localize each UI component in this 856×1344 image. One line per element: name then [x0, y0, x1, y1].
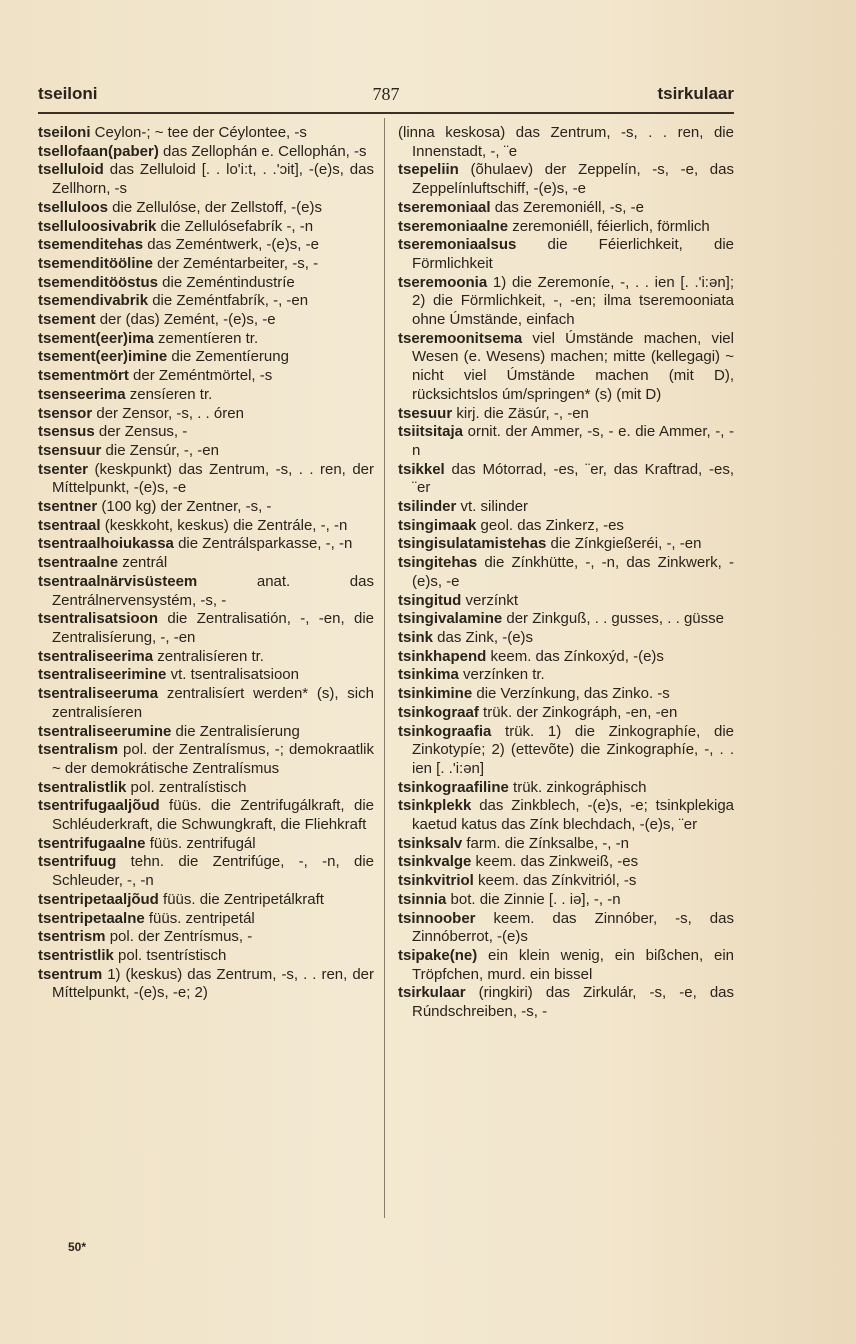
entry-headword: tseiloni [38, 124, 91, 141]
entry-definition: zementíeren tr. [153, 329, 259, 347]
dictionary-entry [398, 517, 734, 536]
entry-headword: tsingimaak [398, 516, 477, 534]
dictionary-entry [398, 797, 734, 834]
left-column [38, 124, 374, 1003]
entry-headword: tsement(eer)ima [38, 329, 154, 347]
dictionary-entry [398, 910, 734, 947]
dictionary-entry [38, 779, 374, 798]
dictionary-entry [398, 498, 734, 517]
entry-headword: tsentraal [38, 516, 101, 534]
entry-definition: zentralisíert werden* (s), sich zentralisíeren [52, 685, 374, 721]
dictionary-entry [38, 891, 374, 910]
entry-headword: tsepeliin [398, 161, 459, 179]
entry-definition: keem. das Zinnóber, -s, das Zinnóberrot, -(e)s [412, 909, 734, 946]
entry-headword: tsentraliseeruma [38, 685, 159, 703]
entry-headword: tseremoniaal [398, 198, 491, 216]
entry-definition: der Zensor, -s, . . óren [92, 404, 244, 422]
entry-definition: die Zellulóse, der Zellstoff, -(e)s [108, 198, 322, 216]
header-rule [38, 112, 734, 114]
entry-definition: (keskpunkt) das Zentrum, -s, . . ren, der Míttelpunkt, -(e)s, -e [52, 460, 374, 497]
entry-headword: tsesuur [398, 404, 453, 422]
entry-headword: tsentrifugaalne [38, 834, 146, 852]
entry-definition: keem. das Zínkvitriól, -s [473, 872, 637, 890]
entry-headword: tsiitsitaja [398, 423, 464, 441]
entry-definition: die Verzínkung, das Zinko. -s [472, 685, 670, 703]
entry-headword: tselluloid [38, 161, 104, 179]
entry-headword: tsentrifugaaljõud [38, 797, 160, 815]
entry-headword: tsemenditööstus [38, 273, 159, 291]
dictionary-entry [38, 535, 374, 554]
dictionary-entry [398, 629, 734, 648]
entry-headword: tsentraliseerumine [38, 722, 172, 740]
dictionary-entry [38, 966, 374, 1003]
dictionary-entry [398, 685, 734, 704]
entry-definition: trük. zinkográphisch [508, 778, 647, 796]
printer-signature: 50* [68, 1240, 87, 1254]
entry-definition: die Zentralisíerung [171, 722, 300, 740]
dictionary-entry [38, 348, 374, 367]
entry-definition: pol. zentralístisch [126, 778, 247, 796]
entry-definition: pol. der Zentralísmus, -; demokraatlik ~ der demokrátische Zentralísmus [52, 741, 374, 777]
dictionary-entry [398, 872, 734, 891]
entry-headword: tsentralistlik [38, 778, 127, 796]
entry-headword: tsinkima [398, 666, 459, 684]
dictionary-entry [38, 199, 374, 218]
entry-definition: (ringkiri) das Zirkulár, -s, -e, das Rúndschreiben, -s, - [412, 984, 734, 1021]
entry-headword: tsinkograaf [398, 703, 479, 721]
entry-headword: tsentraalhoiukassa [38, 535, 174, 553]
entry-definition: füüs. die Zentrifugálkraft, die Schléuderkraft, die Schwungkraft, die Fliehkraft [52, 797, 374, 834]
guide-word-left: tseiloni [38, 84, 98, 103]
entry-definition: (linna keskosa) das Zentrum, -s, . . ren, die Innenstadt, -, ¨e [398, 124, 734, 160]
right-column [398, 124, 734, 1022]
dictionary-entry [38, 741, 374, 778]
dictionary-entry [398, 891, 734, 910]
entry-definition: die Zentralisatión, -, -en, die Zentralisíerung, -, -en [52, 610, 374, 646]
entry-definition: die Zementíerung [167, 348, 289, 366]
entry-headword: tsingivalamine [398, 610, 503, 628]
entry-definition: 1) (keskus) das Zentrum, -s, . . ren, der Míttelpunkt, -(e)s, -e; 2) [52, 965, 374, 1002]
dictionary-entry [398, 461, 734, 498]
dictionary-entry [38, 797, 374, 834]
entry-definition: 1) die Zeremoníe, -, . . ien [. .'i:ən]; 2) die Förmlichkeit, -, -en; ilma tseremooniata ohne Úmstände, einfach [412, 273, 734, 329]
dictionary-entry [398, 330, 734, 405]
entry-headword: tsellofaan(paber) [38, 142, 159, 160]
entry-definition: geol. das Zinkerz, -es [476, 516, 624, 534]
entry-headword: tsentner [38, 498, 98, 516]
dictionary-entry [38, 311, 374, 330]
entry-headword: tsentrum [38, 965, 103, 983]
page-number: 787 [372, 84, 400, 104]
entry-headword: tsemenditööline [38, 254, 154, 272]
entry-definition: das Zeremoniéll, -s, -e [490, 198, 644, 216]
dictionary-entry [398, 984, 734, 1021]
guide-word-right: tsirkulaar [657, 84, 734, 103]
dictionary-entry [398, 648, 734, 667]
entry-headword: tsensus [38, 423, 95, 441]
dictionary-entry [398, 853, 734, 872]
entry-headword: tsingitehas [398, 554, 478, 572]
entry-headword: tsenter [38, 460, 89, 478]
entry-headword: tsement [38, 311, 96, 329]
entry-definition: die Zentrálsparkasse, -, -n [173, 535, 353, 553]
entry-definition: das Zelluloid [. . lo'i:t, . .'ɔit], -(e)s, das Zellhorn, -s [52, 161, 374, 198]
entry-definition: pol. tsentrístisch [113, 946, 227, 964]
page-header [38, 84, 734, 108]
entry-definition: zeremoniéll, féierlich, förmlich [508, 217, 710, 235]
dictionary-entry [398, 236, 734, 273]
dictionary-entry [398, 779, 734, 798]
entry-definition: füüs. die Zentripetálkraft [158, 890, 324, 908]
entry-definition: ein klein wenig, ein bißchen, ein Tröpfchen, murd. ein bissel [412, 946, 734, 983]
entry-headword: tsirkulaar [398, 984, 466, 1002]
dictionary-entry [38, 835, 374, 854]
entry-definition: das Zinkblech, -(e)s, -e; tsinkplekiga kaetud katus das Zínk blechdach, -(e)s, ¨er [412, 797, 734, 834]
entry-headword: tselluloos [38, 198, 109, 216]
entry-definition: das Zeméntwerk, -(e)s, -e [143, 236, 319, 254]
entry-definition: füüs. zentripetál [144, 909, 255, 927]
entry-definition: der Zinkguß, . . gusses, . . güsse [502, 610, 724, 628]
dictionary-entry [398, 423, 734, 460]
entry-definition: verzínkt [461, 591, 519, 609]
entry-headword: tsensuur [38, 441, 102, 459]
entry-definition: das Mótorrad, -es, ¨er, das Kraftrad, -es, ¨er [412, 460, 734, 497]
dictionary-entry [38, 330, 374, 349]
entry-definition: (õhulaev) der Zeppelín, -s, -e, das Zeppelínluftschiff, -(e)s, -e [412, 161, 734, 198]
entry-definition: die Zensúr, -, -en [101, 441, 219, 459]
dictionary-entry [38, 685, 374, 722]
entry-headword: tsentristlik [38, 946, 114, 964]
entry-headword: tsentralisatsioon [38, 610, 159, 628]
entry-definition: die Zínkhütte, -, -n, das Zinkwerk, -(e)s, -e [412, 554, 734, 590]
dictionary-entry [38, 386, 374, 405]
entry-definition: zensíeren tr. [125, 385, 213, 403]
dictionary-entry [38, 573, 374, 610]
entry-headword: tsentrism [38, 928, 106, 946]
entry-definition: farm. die Zínksalbe, -, -n [462, 834, 629, 852]
entry-definition: vt. tsentralisatsioon [166, 666, 299, 684]
dictionary-entry [38, 292, 374, 311]
dictionary-entry [398, 610, 734, 629]
entry-headword: tsentraalnärvisüsteem [38, 572, 198, 590]
entry-definition: die Zeméntindustríe [158, 273, 295, 291]
entry-definition: zentrál [118, 554, 168, 572]
entry-headword: tsentrifuug [38, 853, 117, 871]
dictionary-entry [38, 461, 374, 498]
entry-definition: der Zeméntarbeiter, -s, - [153, 254, 319, 272]
entry-definition: das Zellophán e. Cellophán, -s [158, 142, 367, 160]
entry-headword: tsement(eer)imine [38, 348, 168, 366]
entry-definition: trük. 1) die Zinkographíe, die Zinkotypíe; 2) (ettevõte) die Zinkographíe, -, . . ien [. .'i:ən] [412, 722, 734, 777]
entry-headword: tsentralism [38, 741, 119, 759]
dictionary-entry [398, 666, 734, 685]
entry-headword: tselluloosivabrik [38, 217, 157, 235]
dictionary-entry [398, 554, 734, 591]
entry-headword: tsingitud [398, 591, 462, 609]
dictionary-entry [38, 274, 374, 293]
entry-definition: kirj. die Zäsúr, -, -en [452, 404, 589, 422]
entry-definition: viel Úmstände machen, viel Wesen (e. Wesens) machen; mitte (kellegagi) ~ nicht viel Úmstände machen (mit D), rücksichtslos úm/springen* (s) (mit D) [412, 329, 734, 403]
entry-headword: tsinkvalge [398, 853, 472, 871]
dictionary-entry [398, 704, 734, 723]
entry-definition: keem. das Zínkoxýd, -(e)s [486, 647, 664, 665]
dictionary-entry [398, 947, 734, 984]
entry-definition: die Zellulósefabrík -, -n [156, 217, 314, 235]
entry-definition: die Féierlichkeit, die Förmlichkeit [412, 236, 734, 272]
entry-headword: tsinkimine [398, 685, 473, 703]
dictionary-entry [398, 124, 734, 161]
entry-headword: tsenseerima [38, 385, 126, 403]
dictionary-entry [398, 405, 734, 424]
entry-headword: tsingisulatamistehas [398, 535, 547, 553]
entry-definition: Ceylon-; ~ tee der Céylontee, -s [90, 124, 307, 141]
entry-headword: tsipake(ne) [398, 946, 478, 964]
dictionary-entry [38, 517, 374, 536]
dictionary-entry [38, 236, 374, 255]
entry-headword: tsinkograafiline [398, 778, 509, 796]
entry-headword: tsilinder [398, 498, 457, 516]
entry-headword: tseremoonia [398, 273, 488, 291]
entry-headword: tsemendivabrik [38, 292, 149, 310]
dictionary-entry [398, 274, 734, 330]
entry-definition: zentralisíeren tr. [153, 647, 264, 665]
entry-definition: pol. der Zentrísmus, - [105, 928, 253, 946]
entry-definition: trük. der Zinkográph, -en, -en [478, 703, 678, 721]
entry-headword: tsentraliseerimine [38, 666, 167, 684]
dictionary-entry [38, 853, 374, 890]
entry-headword: tsentripetaalne [38, 909, 145, 927]
dictionary-entry [38, 554, 374, 573]
entry-definition: bot. die Zinnie [. . iə], -, -n [446, 890, 621, 908]
dictionary-entry [38, 648, 374, 667]
dictionary-entry [38, 947, 374, 966]
entry-definition: keem. das Zinkweiß, -es [471, 853, 639, 871]
entry-definition: der (das) Zemént, -(e)s, -e [95, 311, 276, 329]
column-divider [384, 118, 385, 1218]
entry-definition: ornit. der Ammer, -s, - e. die Ammer, -, -n [412, 423, 734, 459]
entry-definition: verzínken tr. [458, 666, 545, 684]
entry-headword: tsinnoober [398, 909, 476, 927]
dictionary-entry [38, 218, 374, 237]
entry-headword: tsink [398, 628, 434, 646]
entry-headword: tseremoniaalne [398, 217, 509, 235]
entry-definition: die Zeméntfabrík, -, -en [148, 292, 309, 310]
entry-headword: tsentraliseerima [38, 647, 154, 665]
entry-headword: tseremoniaalsus [398, 236, 517, 254]
dictionary-entry [38, 255, 374, 274]
dictionary-entry [398, 199, 734, 218]
entry-headword: tsinksalv [398, 834, 463, 852]
entry-headword: tsementmört [38, 367, 129, 385]
dictionary-entry [38, 498, 374, 517]
dictionary-entry [398, 535, 734, 554]
dictionary-entry [398, 218, 734, 237]
dictionary-entry [38, 610, 374, 647]
dictionary-entry [38, 124, 374, 143]
entry-headword: tsinkvitriol [398, 872, 474, 890]
dictionary-entry [38, 910, 374, 929]
dictionary-entry [38, 666, 374, 685]
entry-definition: der Zeméntmörtel, -s [128, 367, 273, 385]
entry-definition: tehn. die Zentrifúge, -, -n, die Schleuder, -, -n [52, 853, 374, 890]
dictionary-entry [38, 161, 374, 198]
entry-definition: füüs. zentrifugál [145, 834, 256, 852]
entry-definition: anat. das Zentrálnervensystém, -s, - [52, 572, 374, 609]
dictionary-entry [398, 723, 734, 779]
entry-headword: tsentraalne [38, 554, 119, 572]
dictionary-entry [38, 143, 374, 162]
entry-headword: tsikkel [398, 460, 445, 478]
entry-definition: vt. silinder [456, 498, 529, 516]
entry-headword: tsinkograafia [398, 722, 492, 740]
entry-headword: tsentripetaaljõud [38, 890, 159, 908]
entry-headword: tsensor [38, 404, 93, 422]
dictionary-entry [38, 405, 374, 424]
entry-definition: (keskkoht, keskus) die Zentrále, -, -n [100, 516, 348, 534]
dictionary-entry [398, 835, 734, 854]
entry-headword: tseremoonitsema [398, 329, 523, 347]
dictionary-entry [38, 423, 374, 442]
entry-headword: tsinkhapend [398, 647, 487, 665]
entry-definition: (100 kg) der Zentner, -s, - [97, 498, 272, 516]
dictionary-entry [38, 367, 374, 386]
entry-headword: tsemenditehas [38, 236, 144, 254]
entry-definition: der Zensus, - [94, 423, 188, 441]
dictionary-entry [38, 928, 374, 947]
entry-headword: tsinkplekk [398, 797, 472, 815]
entry-definition: das Zink, -(e)s [433, 628, 534, 646]
dictionary-entry [38, 442, 374, 461]
dictionary-entry [38, 723, 374, 742]
entry-definition: die Zínkgießeréi, -, -en [546, 535, 702, 553]
dictionary-entry [398, 161, 734, 198]
entry-headword: tsinnia [398, 890, 447, 908]
dictionary-entry [398, 592, 734, 611]
